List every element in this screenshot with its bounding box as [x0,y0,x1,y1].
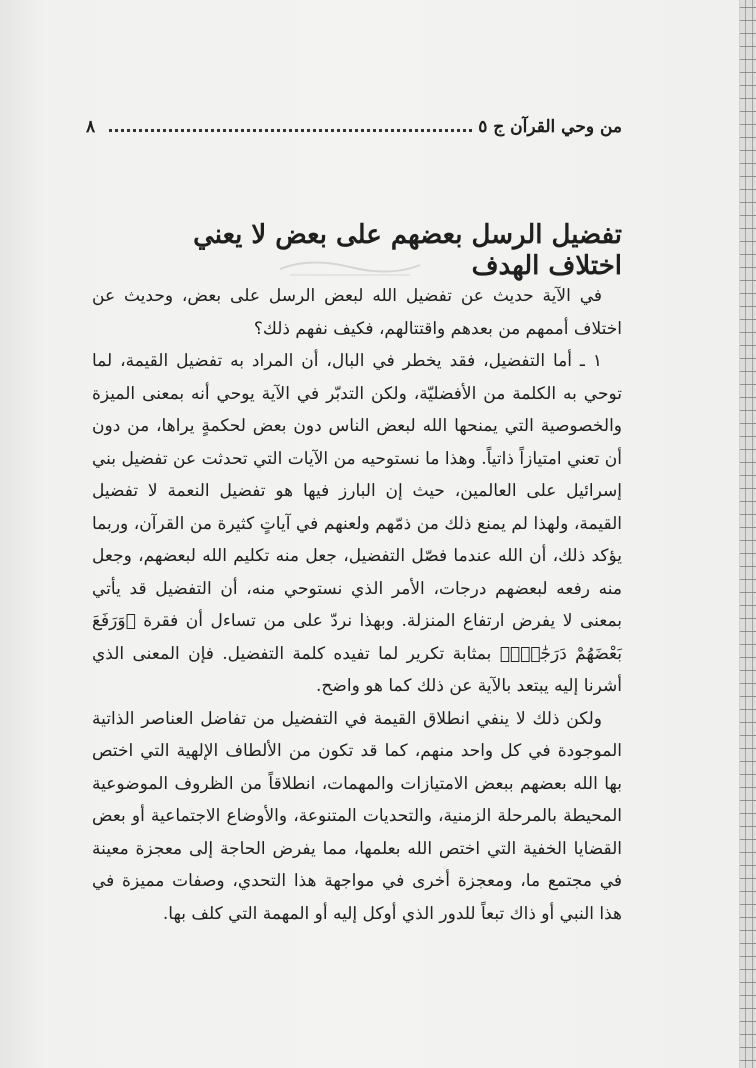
binding-edge [739,0,756,1068]
body-text [92,280,622,930]
running-title: من وحي القرآن ج ٥ [478,117,622,137]
paragraph: ولكن ذلك لا ينفي انطلاق القيمة في التفضيل من تفاضل العناصر الذاتية الموجودة في كل واحد منهم، كما قد تكون من الألطاف الإلهية التي اختص بها الله بعضهم ببعض الامتيازات والمهمات، انطلاقاً من الظروف الموضوعية المحيطة بالمرحلة الزمنية، والتحديات المتنوعة، والأوضاع الاجتماعية أو بعض القضايا الخفية التي اختص الله بعلمها، مما يفرض الحاجة إلى معجزة معينة في مجتمع ما، ومعجزة أخرى في مواجهة هذا التحدي، وصفات مميزة في هذا النبي أو ذاك تبعاً للدور الذي أوكل إليه أو المهمة التي كلف بها. [92,708,622,924]
section-heading: تفضيل الرسل بعضهم على بعض لا يعني اختلاف الهدف [193,220,622,282]
bleed-through-ornament [270,255,430,279]
header-dotted-leader [109,129,472,132]
page-number: ٨ [86,117,96,137]
paragraph: ١ ـ أما التفضيل، فقد يخطر في البال، أن المراد به تفضيل القيمة، لما توحي به الكلمة من الأفضليّة، ولكن التدبّر في الآية يوحي أنه بمعنى الميزة والخصوصية التي يمنحها الله لبعض الناس دون بعض لحكمةٍ يراها، من دون أن تعني امتيازاً ذاتياً. وهذا ما نستوحيه من الآيات التي تحدثت عن تفضيل بني إسرائيل على العالمين، حيث إن البارز فيها هو تفضيل النعمة لا تفضيل القيمة، ولهذا لم يمنع ذلك من ذمّهم ولعنهم في آياتٍ كثيرة من القرآن، وربما يؤكد ذلك، أن الله عندما فصّل التفضيل، جعل منه تكليم الله لبعضهم، وجعل منه رفعه لبعضهم درجات، الأمر الذي نستوحي منه، أن التفضيل قد يأتي بمعنى لا يفرض ارتفاع المنزلة. وبهذا نردّ على من تساءل أن فقرة ﴿وَرَفَعَ بَعْضَهُمْ دَرَجَٰتٍۚ﴾ بمثابة تكرير لما تفيده كلمة التفضيل. فإن المعنى الذي أشرنا إليه يبتعد بالآية عن ذلك كما هو واضح. [92,351,623,696]
paragraph: في الآية حديث عن تفضيل الله لبعض الرسل على بعض، وحديث عن اختلاف أممهم من بعدهم واقتتالهم، فكيف نفهم ذلك؟ [92,286,622,339]
running-header [86,113,622,141]
